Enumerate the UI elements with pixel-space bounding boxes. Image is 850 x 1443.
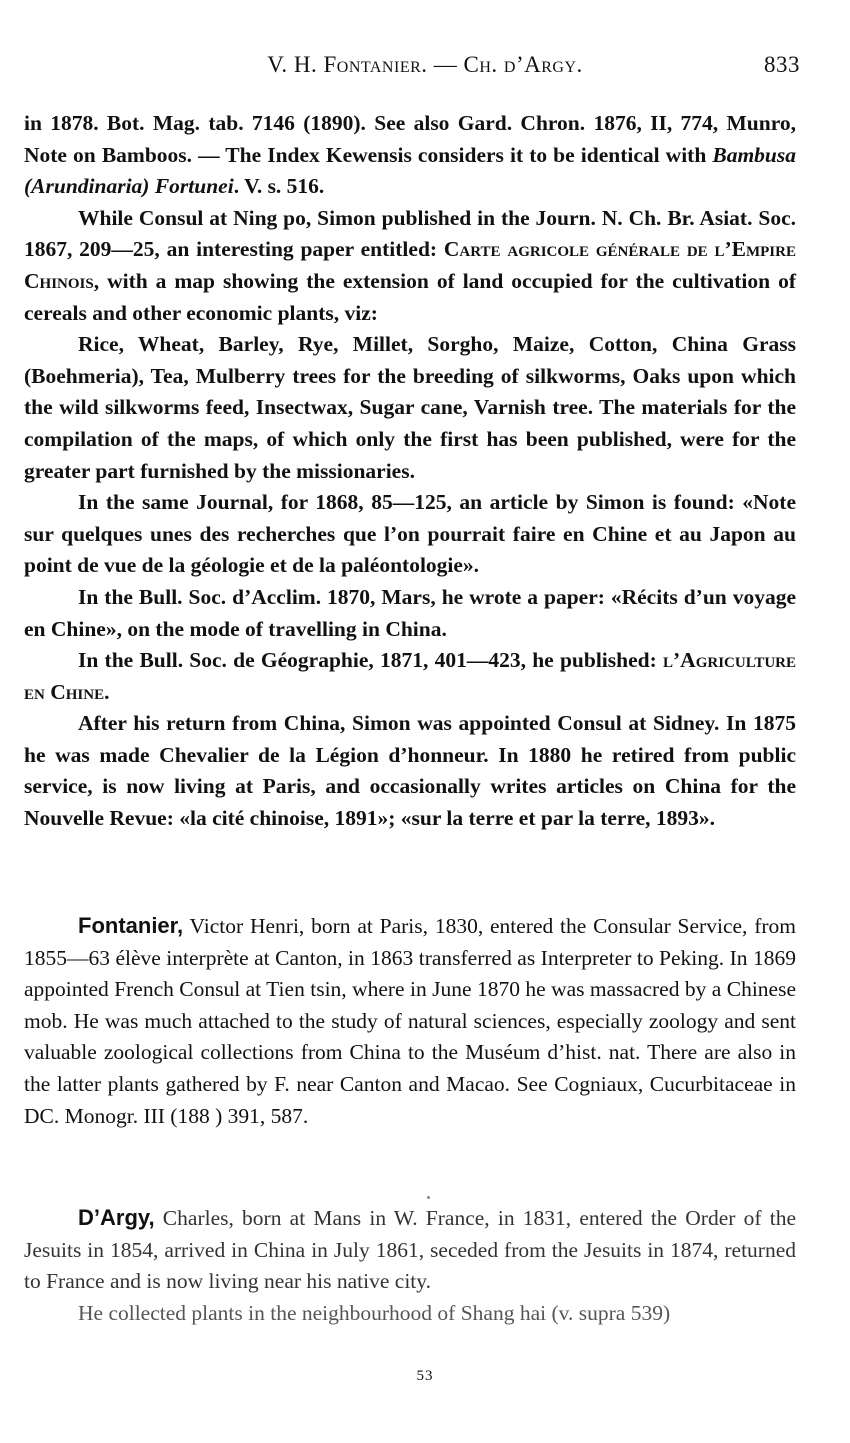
paragraph-6 [24, 645, 796, 708]
fontanier-name: Fontanier, [78, 913, 184, 938]
last-paragraph: He collected plants in the neighbourhood of Shang hai (v. supra 539) [78, 1300, 671, 1325]
header-author-2: Ch. d’Argy [463, 52, 577, 77]
paragraph-5: In the Bull. Soc. d’Acclim. 1870, Mars, he wrote a paper: «Récits d’un voyage en Chine», on the mode of travelling in China. [24, 584, 796, 641]
paragraph-1 [24, 108, 796, 203]
header-title-end: . [576, 52, 583, 77]
dargy-paragraph [24, 1202, 796, 1298]
paragraph-2-smallcaps: Carte agricole générale de l’Empire Chinois [24, 237, 796, 293]
signature-mark: 53 [416, 1368, 434, 1384]
header-title-prefix: V. H. [267, 52, 324, 77]
fontanier-entry [24, 910, 796, 1132]
paragraph-2 [24, 203, 796, 329]
fontanier-paragraph [24, 910, 796, 1132]
fontanier-text: Victor Henri, born at Paris, 1830, entered the Consular Service, from 1855—63 élève interprète at Canton, in 1863 transferred as Interpreter to Peking. In 1869 appointed French Consul at Tien tsin, where in June 1870 he was massacred by a Chinese mob. He was much attached to the study of natural sciences, especially zoology and sent valuable zoological collections from China to the Muséum d’hist. nat. There are also in the latter plants gathered by F. near Canton and Macao. See Cogniaux, Cucurbitaceae in DC. Monogr. III (188 ) 391, 587. [24, 914, 796, 1128]
paragraph-6-end: . [104, 679, 110, 704]
paragraph-6-smallcaps: l’Agriculture en Chine [24, 648, 796, 704]
dargy-entry [24, 1202, 796, 1329]
paragraph-2-text-end: , with a map showing the extension of land occupied for the cultivation of cereals and other economic plants, viz: [24, 268, 796, 325]
paragraph-1-italic: Bambusa (Arundinaria) Fortunei [24, 142, 796, 199]
header-separator: . — [421, 52, 464, 77]
paragraph-1-text: in 1878. Bot. Mag. tab. 7146 (1890). See also Gard. Chron. 1876, II, 774, Munro, Note on Bamboos. — The Index Kewensis considers it to be identical with [24, 111, 796, 167]
header-title [0, 52, 850, 78]
paragraph-4: In the same Journal, for 1868, 85—125, an article by Simon is found: «Note sur quelques unes des recherches que l’on pourrait faire en Chine et au Japon au point de vue de la géologie et de la paléontologie». [24, 490, 796, 578]
paragraph-3: Rice, Wheat, Barley, Rye, Millet, Sorgho, Maize, Cotton, China Grass (Boehmeria), Tea, Mulberry trees for the breeding of silkworms, Oaks upon which the wild silkworms feed, Insectwax, Sugar cane, Varnish tree. The materials for the compilation of the maps, of which only the first has been published, were for the greater part furnished by the missionaries. [24, 332, 796, 483]
paragraph-7: After his return from China, Simon was appointed Consul at Sidney. In 1875 he was made Chevalier de la Légion d’honneur. In 1880 he retired from public service, is now living at Paris, and occasionally writes articles on China for the Nouvelle Revue: «la cité chinoise, 1891»; «sur la terre et par la terre, 1893». [24, 711, 796, 831]
header-author-1: Fontanier [323, 52, 422, 77]
dargy-name: D’Argy, [78, 1205, 155, 1230]
running-header [0, 52, 850, 88]
simon-section [24, 108, 796, 835]
dargy-text: Charles, born at Mans in W. France, in 1831, entered the Order of the Jesuits in 1854, arrived in China in July 1861, seceded from the Jesuits in 1874, returned to France and is now living near his native city. [24, 1206, 796, 1294]
paragraph-1-end: . V. s. 516. [233, 174, 325, 199]
paragraph-2-text: While Consul at Ning po, Simon published in the Journ. N. Ch. Br. Asiat. Soc. 1867, 209—25, an interesting paper entitled: [24, 205, 796, 262]
paragraph-6-text: In the Bull. Soc. de Géographie, 1871, 401—423, he published: [78, 648, 663, 673]
page-number: 833 [764, 52, 800, 77]
ink-dot [427, 1196, 430, 1199]
